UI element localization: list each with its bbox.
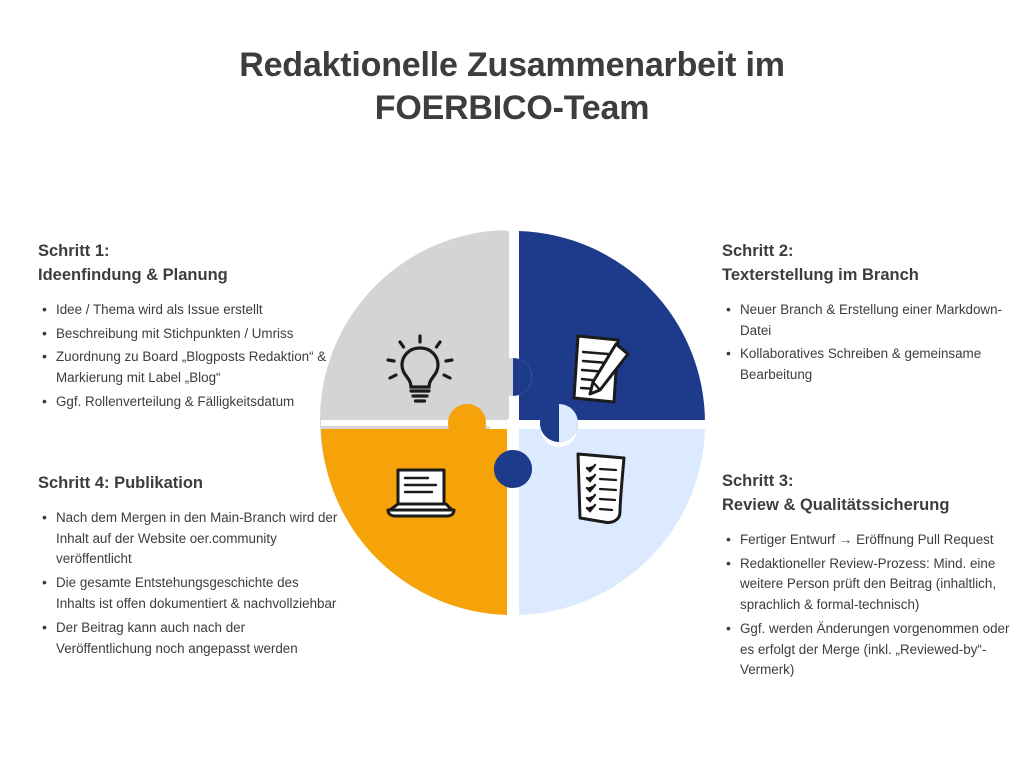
list-item: • Kollaboratives Schreiben & gemeinsame Bearbeitung <box>740 344 1022 386</box>
step-3-heading <box>722 470 1024 518</box>
list-item: • Ggf. werden Änderungen vorgenommen oder es erfolgt der Merge (inkl. „Reviewed-by“-Vermerk) <box>740 619 1024 681</box>
step-4-heading: Schritt 4: Publikation <box>38 474 204 492</box>
step-3-block <box>722 470 1024 684</box>
step-3-bullet-list <box>722 530 1024 681</box>
step-1-heading <box>38 240 338 288</box>
puzzle-quadrant-step-3 <box>519 429 705 615</box>
puzzle-quadrant-step-1 <box>321 231 513 423</box>
list-item: • Fertiger Entwurf → Eröffnung Pull Request <box>740 530 1024 551</box>
page-title-line-1: Redaktionelle Zusammenarbeit im <box>239 46 785 84</box>
puzzle-circle-diagram <box>318 228 708 618</box>
list-item: • Redaktioneller Review-Prozess: Mind. eine weitere Person prüft den Beitrag (inhaltlich, sprachlich & formal-technisch) <box>740 554 1024 616</box>
page-title <box>0 44 1024 129</box>
step-4-block <box>38 472 338 662</box>
list-item: • Idee / Thema wird als Issue erstellt <box>56 300 338 321</box>
step-2-heading-line-1: Schritt 2: <box>722 242 794 260</box>
list-item: • Zuordnung zu Board „Blogposts Redaktion“ & Markierung mit Label „Blog“ <box>56 347 338 389</box>
step-1-block <box>38 240 338 416</box>
list-item: • Neuer Branch & Erstellung einer Markdown-Datei <box>740 300 1022 342</box>
list-item: • Die gesamte Entstehungsgeschichte des Inhalts ist offen dokumentiert & nachvollziehbar <box>56 573 338 615</box>
step-3-heading-line-2: Review & Qualitätssicherung <box>722 495 950 514</box>
list-item: • Beschreibung mit Stichpunkten / Umriss <box>56 324 338 345</box>
step-1-heading-line-1: Schritt 1: <box>38 242 110 260</box>
step-1-heading-line-2: Ideenfindung & Planung <box>38 265 228 284</box>
list-item: • Ggf. Rollenverteilung & Fälligkeitsdatum <box>56 392 338 413</box>
step-4-bullet-list <box>38 508 338 659</box>
list-item: • Der Beitrag kann auch nach der Veröffentlichung noch angepasst werden <box>56 618 338 660</box>
step-2-heading-line-2: Texterstellung im Branch <box>722 265 919 284</box>
step-2-block <box>722 240 1022 389</box>
page-title-line-2: FOERBICO-Team <box>374 88 650 127</box>
puzzle-quadrant-step-2 <box>501 231 705 423</box>
step-2-heading <box>722 240 1022 288</box>
step-3-heading-line-1: Schritt 3: <box>722 472 794 490</box>
list-item: • Nach dem Mergen in den Main-Branch wird der Inhalt auf der Website oer.community veröffentlicht <box>56 508 338 570</box>
step-2-bullet-list <box>722 300 1022 386</box>
puzzle-quadrant-step-4 <box>321 411 507 615</box>
step-1-bullet-list <box>38 300 338 413</box>
